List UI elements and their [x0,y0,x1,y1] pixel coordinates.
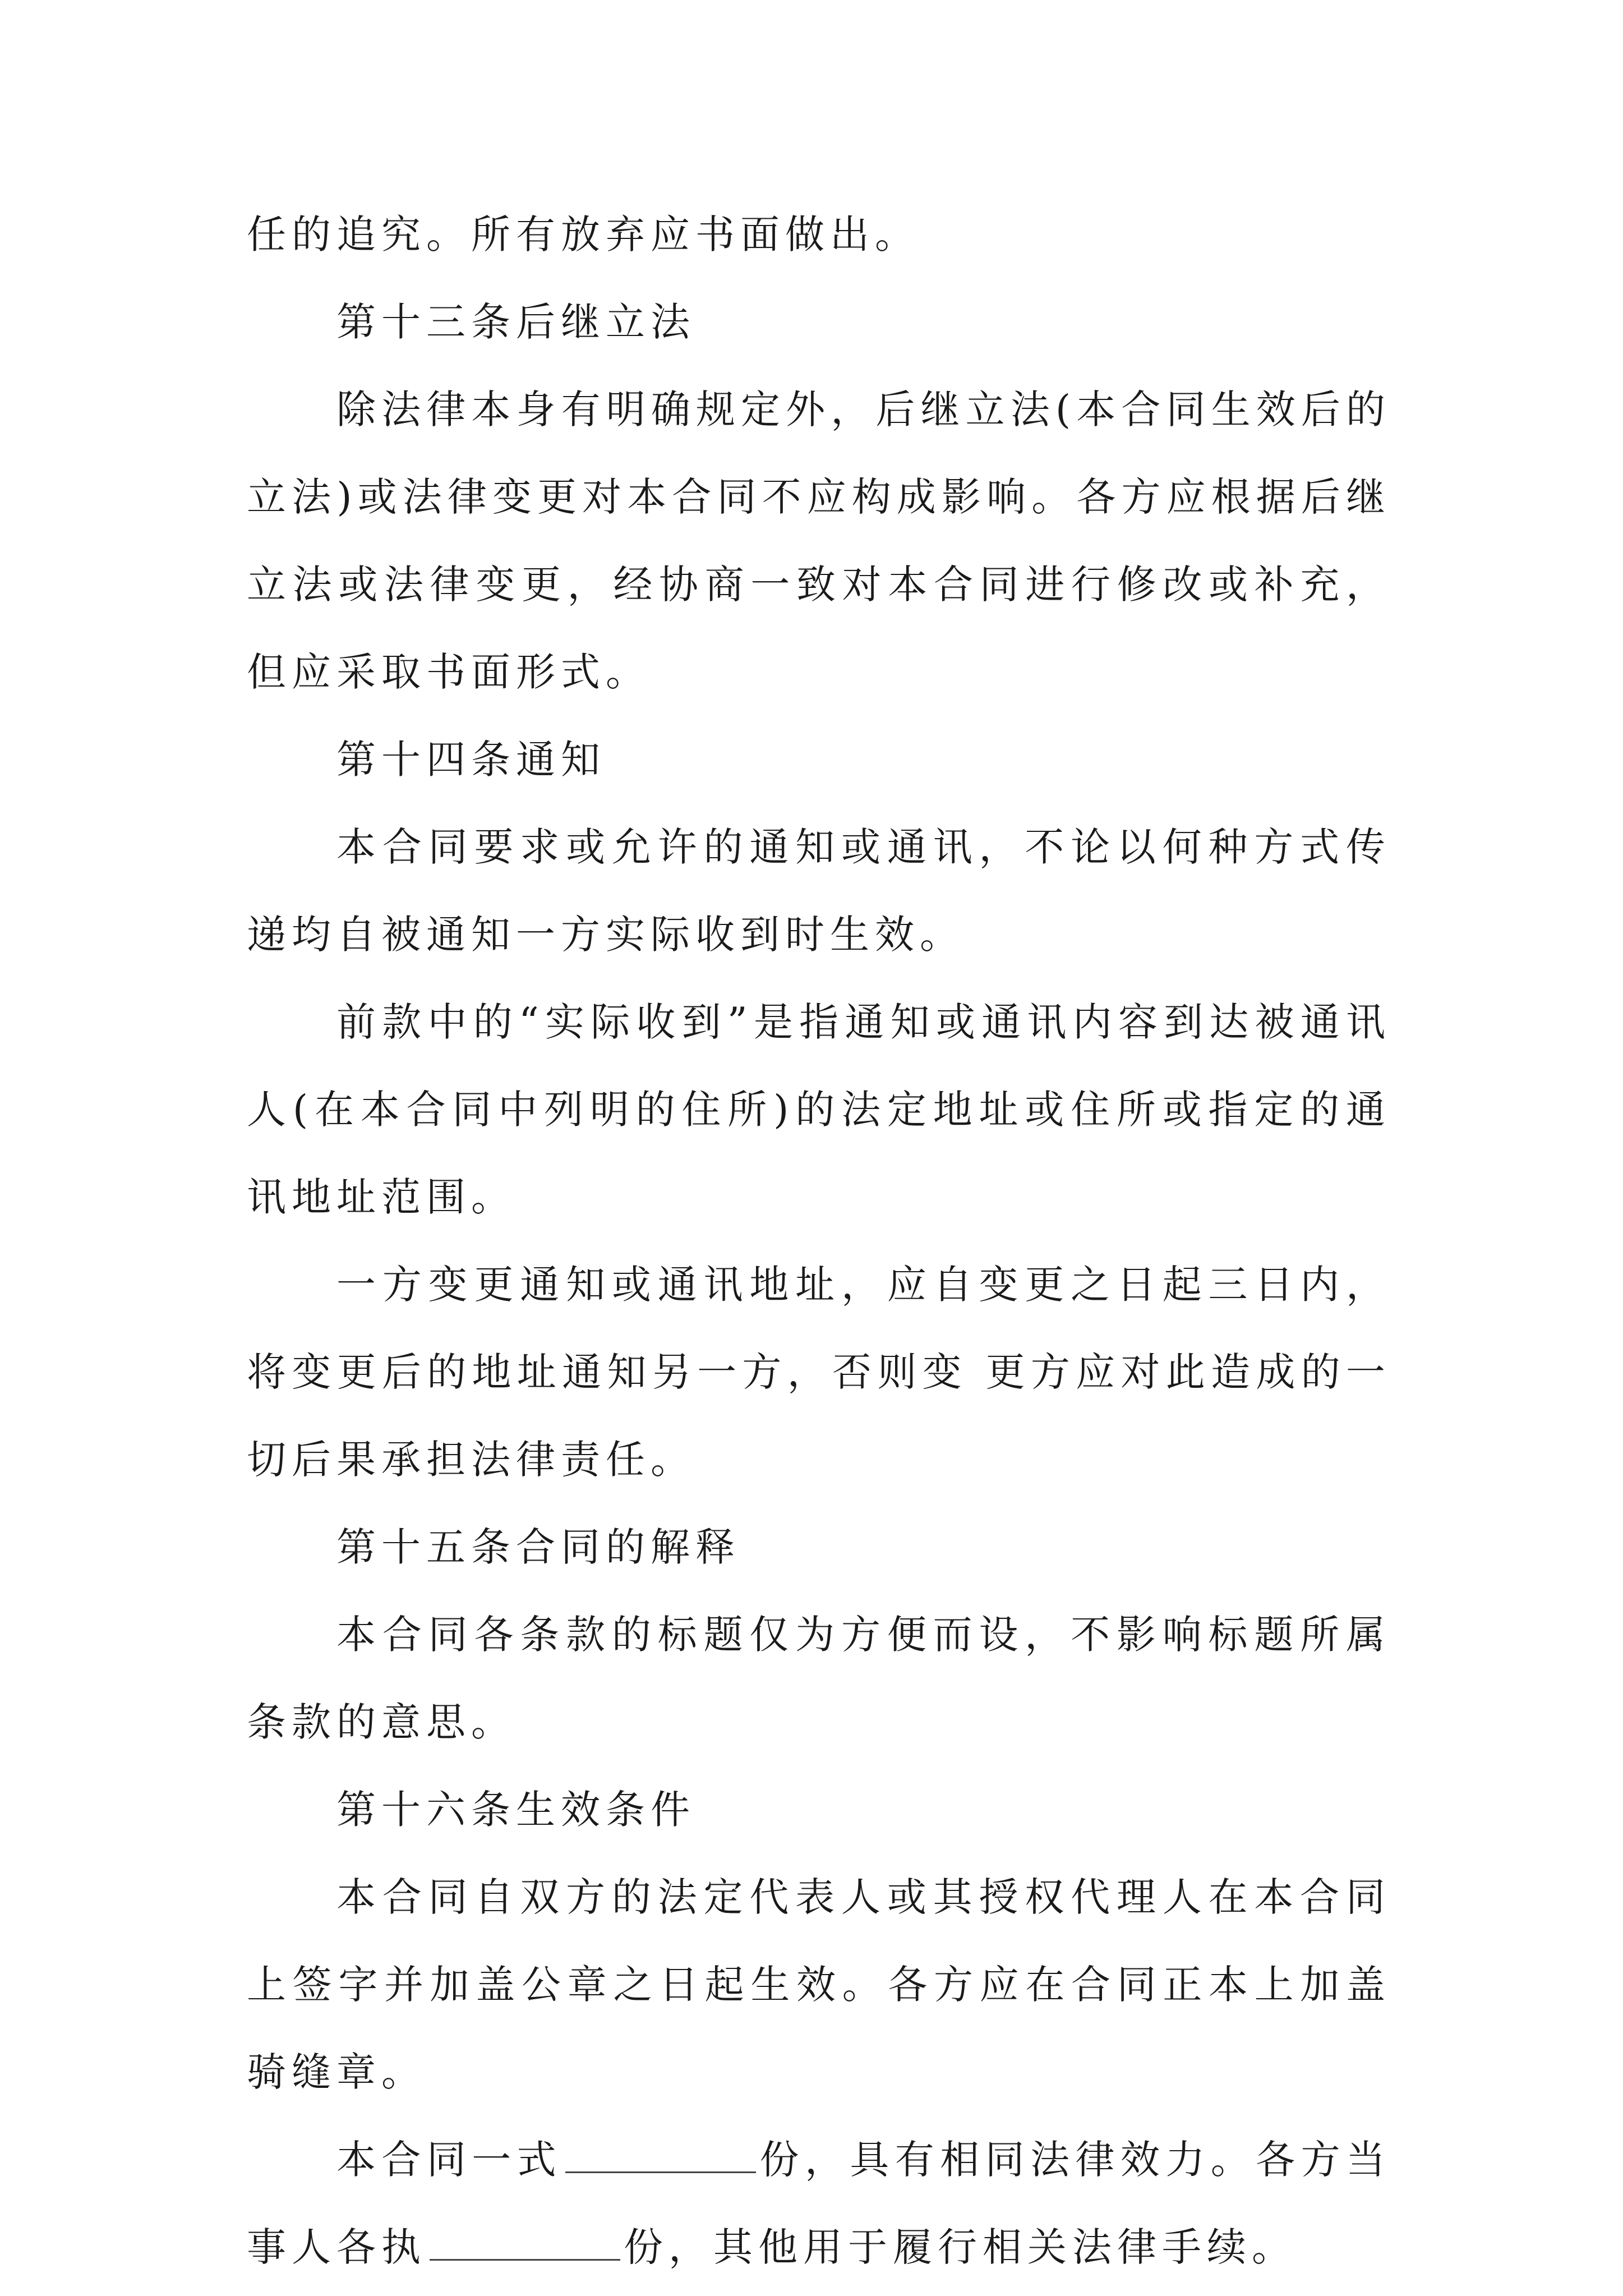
copies-text-2: 份，具有相同法律效力。各方当事人各执 [247,2137,1391,2270]
article-15-heading: 第十五条合同的解释 [336,1524,740,1570]
article-14-text-3: 一方变更通知或通讯地址，应自变更之日起三日内，将变更后的地址通知另一方，否则变 更方应对此造成的一切后果承担法律责任。 [247,1262,1391,1483]
article-14-text-2: 前款中的“实际收到”是指通知或通讯内容到达被通讯人(在本合同中列明的住所)的法定地址或住所或指定的通讯地址范围。 [247,999,1391,1220]
article-14-text-1: 本合同要求或允许的通知或通讯，不论以何种方式传递均自被通知一方实际收到时生效。 [247,824,1391,958]
article-16-text-2 [247,2116,1391,2291]
copies-text-1: 本合同一式 [336,2137,562,2183]
article-14-heading: 第十四条通知 [336,737,606,783]
article-13-text: 除法律本身有明确规定外，后继立法(本合同生效后的立法)或法律变更对本合同不应构成影响。各方应根据后继立法或法律变更，经协商一致对本合同进行修改或补充，但应采取书面形式。 [247,386,1391,695]
paragraph-continuation: 任的追究。所有放弃应书面做出。 [247,211,920,257]
copies-each-blank [430,2225,620,2261]
copies-total-blank [565,2138,756,2173]
article-13-heading: 第十三条后继立法 [336,299,695,345]
article-15-text: 本合同各条款的标题仅为方便而设，不影响标题所属条款的意思。 [247,1612,1391,1745]
article-16-heading: 第十六条生效条件 [336,1787,695,1833]
copies-text-3: 份，其他用于履行相关法律手续。 [624,2224,1297,2270]
document-body [247,191,1391,2291]
article-16-text-1: 本合同自双方的法定代表人或其授权代理人在本合同上签字并加盖公章之日起生效。各方应在合同正本上加盖骑缝章。 [247,1874,1391,2095]
